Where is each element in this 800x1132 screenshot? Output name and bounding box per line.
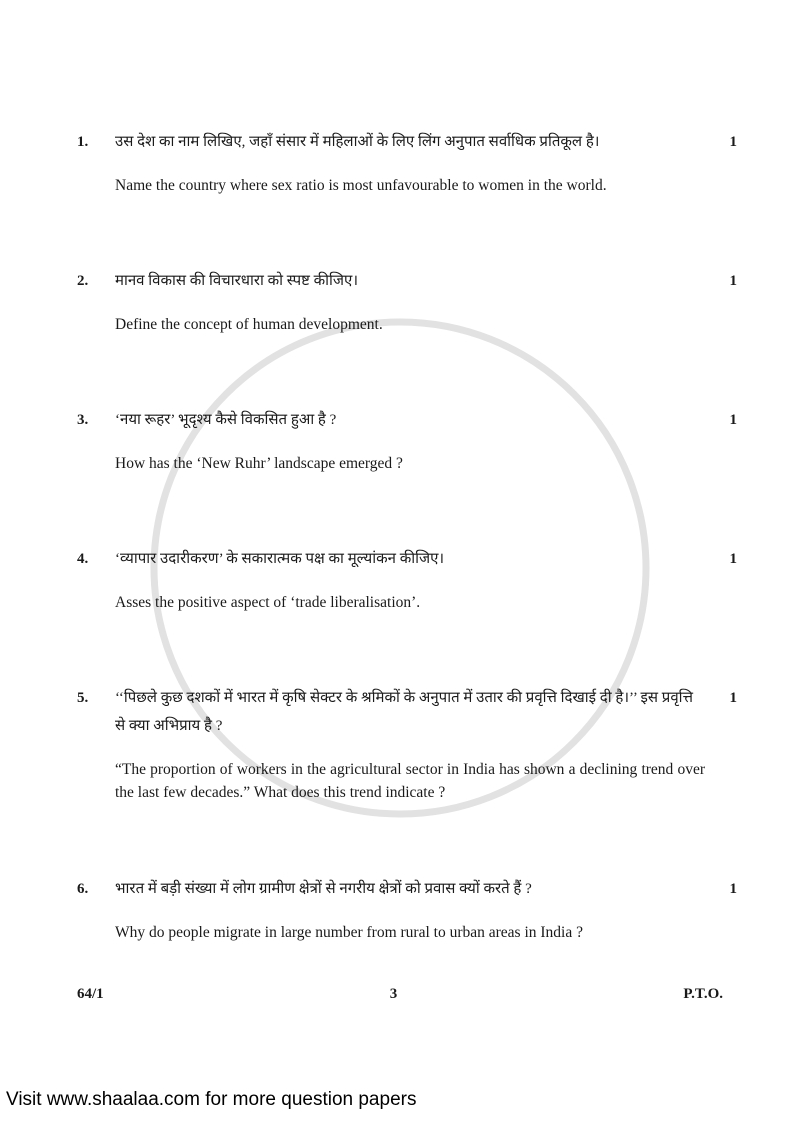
- question-number: 3.: [77, 412, 89, 428]
- question-english: Define the concept of human development.: [115, 316, 383, 333]
- question-number: 2.: [77, 273, 89, 289]
- question-marks: 1: [729, 134, 737, 150]
- question-english: Asses the positive aspect of ‘trade liberalisation’.: [115, 594, 421, 611]
- question-number: 6.: [77, 881, 89, 897]
- question-marks: 1: [729, 881, 737, 897]
- question-english: How has the ‘New Ruhr’ landscape emerged ?: [115, 455, 403, 472]
- page-number: 3: [389, 986, 398, 1002]
- question-hindi: ‘व्यापार उदारीकरण’ के सकारात्मक पक्ष का मूल्यांकन कीजिए।: [115, 551, 445, 567]
- question-marks: 1: [729, 273, 737, 289]
- question-6: [77, 875, 737, 986]
- question-number: 4.: [77, 551, 89, 567]
- question-english: Name the country where sex ratio is most unfavourable to women in the world.: [115, 177, 607, 194]
- pto-label: P.T.O.: [683, 986, 723, 1002]
- question-hindi: मानव विकास की विचारधारा को स्पष्ट कीजिए।: [115, 273, 359, 289]
- question-marks: 1: [729, 551, 737, 567]
- question-5: [77, 684, 737, 875]
- question-number: 1.: [77, 134, 89, 150]
- question-english: “The proportion of workers in the agricultural sector in India has shown a declining trend over the last few decades.” What does this trend indicate ?: [115, 761, 705, 801]
- page-footer: [77, 986, 723, 1003]
- question-english: Why do people migrate in large number from rural to urban areas in India ?: [115, 924, 583, 941]
- question-3: [77, 406, 737, 545]
- paper-code: 64/1: [77, 986, 104, 1002]
- question-hindi: भारत में बड़ी संख्या में लोग ग्रामीण क्षेत्रों से नगरीय क्षेत्रों को प्रवास क्यों करते हैं ?: [115, 881, 532, 897]
- visit-banner[interactable]: Visit www.shaalaa.com for more question papers: [6, 1089, 417, 1110]
- question-number: 5.: [77, 690, 89, 706]
- question-hindi: ‘नया रूहर’ भूदृश्य कैसे विकसित हुआ है ?: [115, 412, 337, 428]
- question-hindi: उस देश का नाम लिखिए, जहाँ संसार में महिलाओं के लिए लिंग अनुपात सर्वाधिक प्रतिकूल है।: [115, 134, 600, 150]
- question-1: [77, 128, 737, 267]
- question-4: [77, 545, 737, 684]
- question-2: [77, 267, 737, 406]
- question-marks: 1: [729, 412, 737, 428]
- question-marks: 1: [729, 690, 737, 706]
- question-hindi: ‘‘पिछले कुछ दशकों में भारत में कृषि सेक्टर के श्रमिकों के अनुपात में उतार की प्रवृत्ति दिखाई दी है।’’ इस प्रवृत्ति से क्या अभिप्राय है ?: [115, 690, 693, 734]
